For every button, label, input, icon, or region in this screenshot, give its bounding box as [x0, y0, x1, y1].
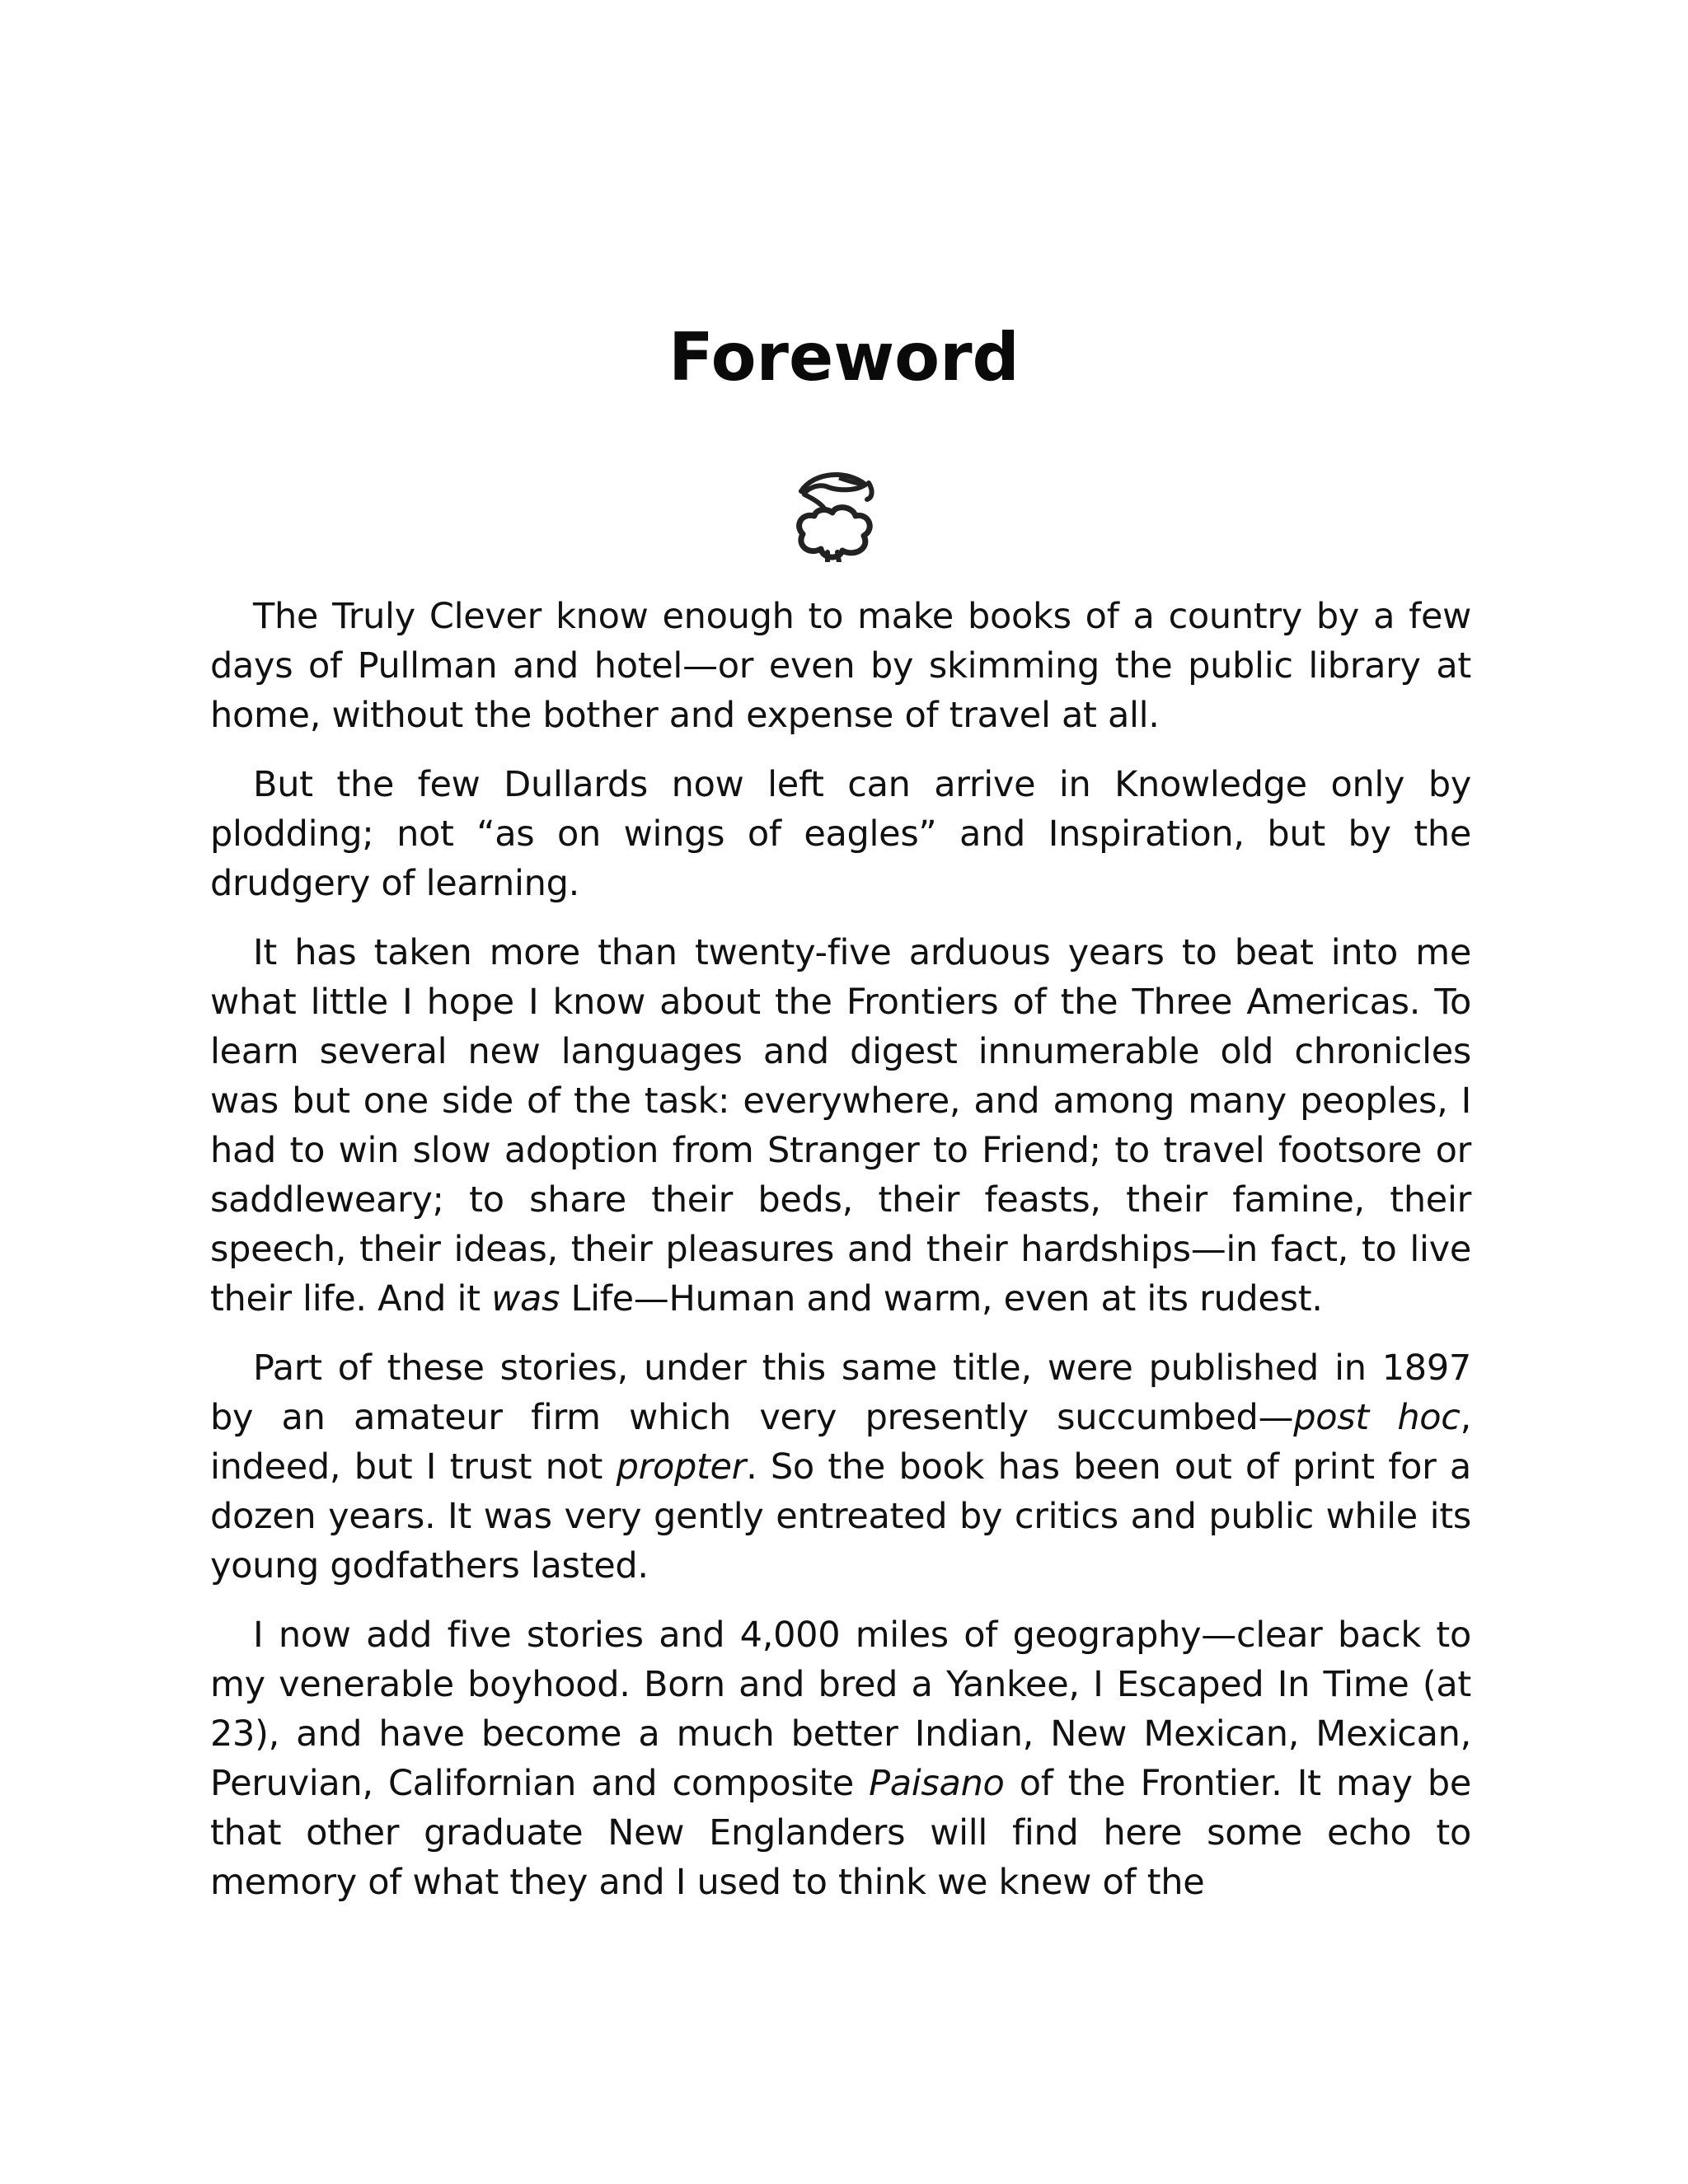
text-run: I now add five stories and 4,000 miles of geography—clear back to my venerable boyhood. Born and bred a Yankee, I Escaped In Time (at 23), and have become a much better Indian, New Mexican, Mexican, Peruvian, Californian and composite: [210, 1615, 1471, 1804]
page-title: Foreword: [668, 319, 1020, 396]
text-run: It has taken more than twenty-five arduous years to beat into me what little I hope I know about the Frontiers of the Three Americas. To learn several new languages and digest innumerable old chronicles was but one side of the task: everywhere, and among many peoples, I had to win slow adoption from Stranger to Friend; to travel footsore or saddleweary; to share their beds, their feasts, their famine, their speech, their ideas, their pleasures and their hardships—in fact, to live their life. And it: [210, 932, 1471, 1319]
text-run: Part of these stories, under this same title, were published in 1897 by an amateur firm which very presently succumbed—: [210, 1347, 1471, 1438]
foreword-paragraph: [210, 760, 1471, 908]
foreword-paragraph: [210, 928, 1471, 1324]
foreword-paragraph: [210, 1343, 1471, 1591]
italic-text: Paisano: [869, 1763, 1005, 1804]
foreword-body: [210, 592, 1471, 1927]
foreword-paragraph: [210, 592, 1471, 740]
text-run: The Truly Clever know enough to make books of a country by a few days of Pullman and hotel—or even by skimming the public library at home, without the bother and expense of travel at all.: [210, 596, 1471, 736]
foreword-paragraph: [210, 1610, 1471, 1907]
text-run: But the few Dullards now left can arrive in Knowledge only by plodding; not “as on wings of eagles” and Inspiration, but by the drudgery of learning.: [210, 764, 1471, 904]
text-run: of the Frontier. It may be that other graduate New Englanders will find here some echo to memory of what they and I used to think we knew of the: [210, 1763, 1471, 1903]
text-run: . So the book has been out of print for a dozen years. It was very gently entreated by critics and public while its young godfathers lasted.: [210, 1446, 1471, 1586]
cherry-leaf-ornament-icon: [790, 466, 880, 562]
text-run: , indeed, but I trust not: [210, 1397, 1471, 1488]
text-run: Life—Human and warm, even at its rudest.: [560, 1278, 1323, 1319]
italic-text: propter: [616, 1446, 747, 1488]
italic-text: post hoc: [1293, 1397, 1461, 1438]
italic-text: was: [491, 1278, 560, 1319]
